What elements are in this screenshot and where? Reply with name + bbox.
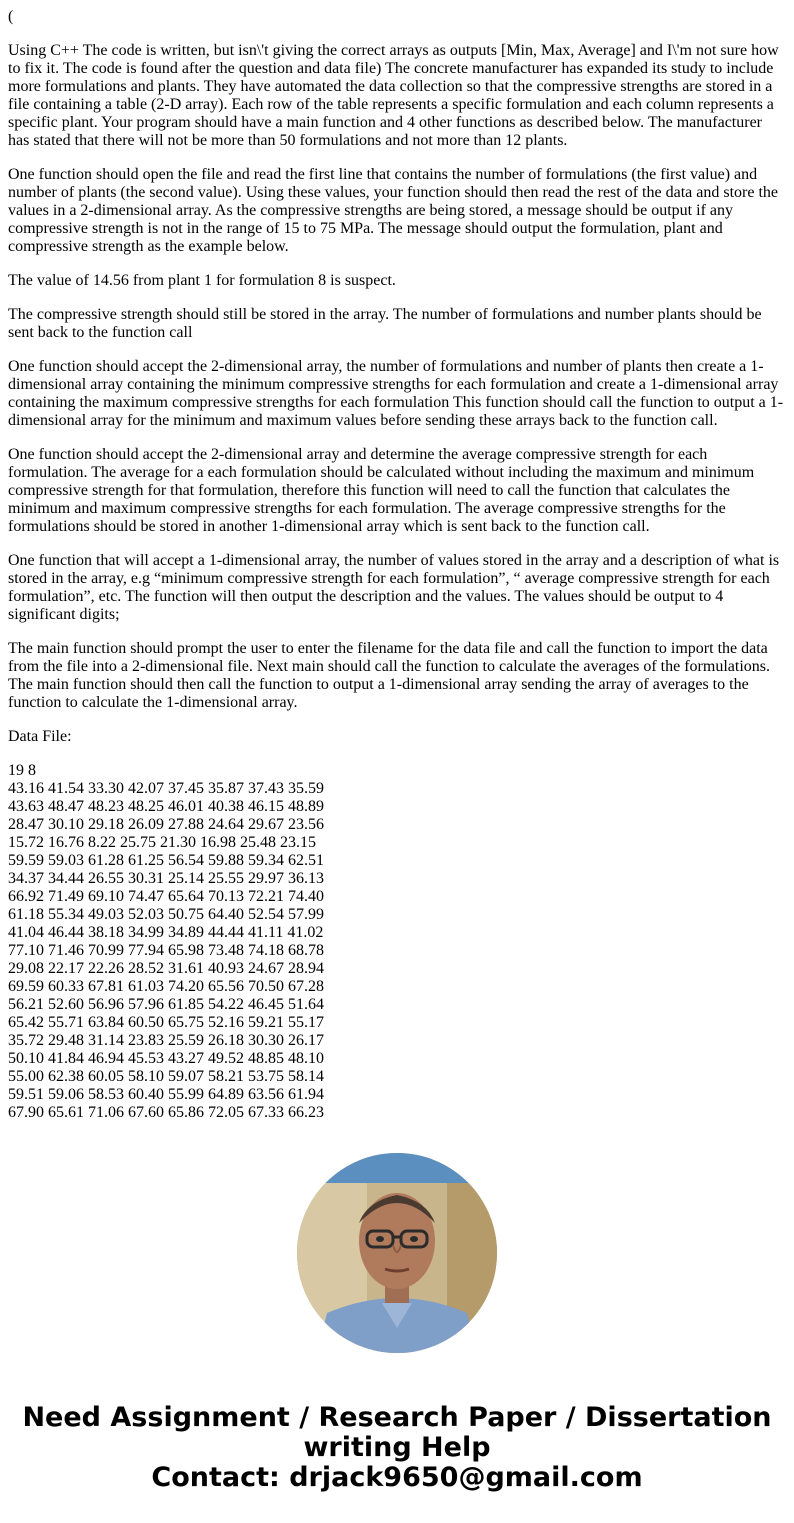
paragraph-read-function: One function should open the file and read the first line that contains the number of formulations (the first value) and number of plants (the second value). Using these values, your function should then read the rest of the data and store the values in a 2-dimensional array. As the compressive strengths are being stored, a message should be output if any compressive strength is not in the range of 15 to 75 MPa. The message should output the formulation, plant and compressive strength as the example below. xyxy=(8,166,778,255)
tutor-portrait-illustration xyxy=(297,1153,497,1353)
paragraph-intro: Using C++ The code is written, but isn\'t giving the correct arrays as outputs [Min, Max, Average] and I\'m not sure how to fix it. The code is found after the question and data file) The concrete manufacturer has expanded its study to include more formulations and plants. They have automated the data collection so that the compressive strengths are stored in a file containing a table (2-D array). Each row of the table represents a specific formulation and each column represents a specific plant. Your program should have a main function and 4 other functions as described below. The manufacturer has stated that there will not be more than 50 formulations and not more than 12 plants. xyxy=(8,42,779,149)
data-file-line: 43.63 48.47 48.23 48.25 46.01 40.38 46.15 48.89 xyxy=(8,798,324,815)
data-file-line: 77.10 71.46 70.99 77.94 65.98 73.48 74.18 68.78 xyxy=(8,942,324,959)
data-file-line: 34.37 34.44 26.55 30.31 25.14 25.55 29.97 36.13 xyxy=(8,870,324,887)
data-file-line: 19 8 xyxy=(8,762,36,779)
data-file-line: 41.04 46.44 38.18 34.99 34.89 44.44 41.11 41.02 xyxy=(8,924,324,941)
data-file-line: 66.92 71.49 69.10 74.47 65.64 70.13 72.21 74.40 xyxy=(8,888,324,905)
promo-line-2: writing Help xyxy=(303,1432,491,1463)
paragraph-average-function: One function should accept the 2-dimensional array and determine the average compressive strength for each formulation. The average for a each formulation should be calculated without including the maximum and minimum compressive strength for that formulation, therefore this function will need to call the function that calculates the minimum and maximum compressive strengths for each formulation. The average compressive strengths for the formulations should be stored in another 1-dimensional array which is sent back to the function call. xyxy=(8,446,755,535)
data-file-line: 43.16 41.54 33.30 42.07 37.45 35.87 37.43 35.59 xyxy=(8,780,324,797)
tutor-portrait xyxy=(297,1153,497,1353)
data-file-line: 56.21 52.60 56.96 57.96 61.85 54.22 46.45 51.64 xyxy=(8,996,324,1013)
data-file-line: 28.47 30.10 29.18 26.09 27.88 24.64 29.67 23.56 xyxy=(8,816,324,833)
data-file-label: Data File: xyxy=(8,728,72,745)
data-file-line: 55.00 62.38 60.05 58.10 59.07 58.21 53.75 58.14 xyxy=(8,1068,324,1085)
promo-contact: Contact: drjack9650@gmail.com xyxy=(151,1462,643,1493)
data-file-line: 15.72 16.76 8.22 25.75 21.30 16.98 25.48 23.15 xyxy=(8,834,316,851)
data-file-line: 59.59 59.03 61.28 61.25 56.54 59.88 59.34 62.51 xyxy=(8,852,324,869)
paragraph-example-message: The value of 14.56 from plant 1 for formulation 8 is suspect. xyxy=(8,272,396,289)
paragraph-storage-note: The compressive strength should still be stored in the array. The number of formulations and number plants should be sent back to the function call xyxy=(8,306,762,341)
data-file-line: 35.72 29.48 31.14 23.83 25.59 26.18 30.30 26.17 xyxy=(8,1032,324,1049)
paragraph-min-max-function: One function should accept the 2-dimensional array, the number of formulations and number of plants then create a 1-dimensional array containing the minimum compressive strengths for each formulation and create a 1-dimensional array containing the maximum compressive strengths for each formulation This function should call the function to output a 1-dimensional array for the minimum and maximum values before sending these arrays back to the function call. xyxy=(8,358,784,429)
data-file-line: 50.10 41.84 46.94 45.53 43.27 49.52 48.85 48.10 xyxy=(8,1050,324,1067)
question-content xyxy=(8,8,786,1122)
data-file-line: 61.18 55.34 49.03 52.03 50.75 64.40 52.54 57.99 xyxy=(8,906,324,923)
promo-banner xyxy=(0,1403,794,1493)
data-file-line: 69.59 60.33 67.81 61.03 74.20 65.56 70.50 67.28 xyxy=(8,978,324,995)
open-paren: ( xyxy=(8,8,14,25)
paragraph-output-function: One function that will accept a 1-dimensional array, the number of values stored in the array and a description of what is stored in the array, e.g “minimum compressive strength for each formulation”, “ average compressive strength for each formulation”, etc. The function will then output the description and the values. The values should be output to 4 significant digits; xyxy=(8,552,780,623)
data-file-line: 29.08 22.17 22.26 28.52 31.61 40.93 24.67 28.94 xyxy=(8,960,324,977)
data-file-line: 65.42 55.71 63.84 60.50 65.75 52.16 59.21 55.17 xyxy=(8,1014,324,1031)
paragraph-main-function: The main function should prompt the user to enter the filename for the data file and call the function to import the data from the file into a 2-dimensional file. Next main should call the function to calculate the averages of the formulations. The main function should then call the function to output a 1-dimensional array sending the array of averages to the function to calculate the 1-dimensional array. xyxy=(8,640,770,711)
data-file-block xyxy=(8,762,786,1122)
data-file-line: 59.51 59.06 58.53 60.40 55.99 64.89 63.56 61.94 xyxy=(8,1086,324,1103)
promo-line-1: Need Assignment / Research Paper / Dissertation xyxy=(22,1402,772,1433)
data-file-line: 67.90 65.61 71.06 67.60 65.86 72.05 67.33 66.23 xyxy=(8,1104,324,1121)
